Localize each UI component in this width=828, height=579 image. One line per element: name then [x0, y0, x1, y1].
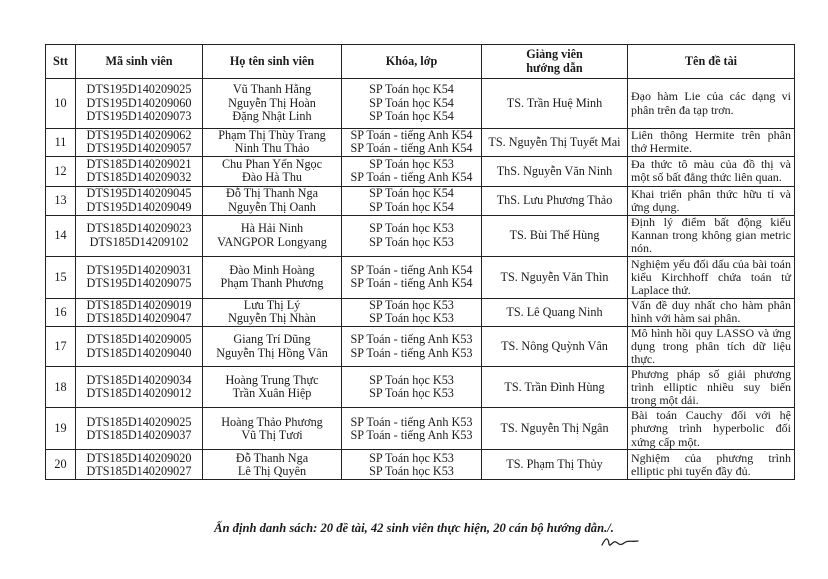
student-name: Đào Minh Hoàng [229, 262, 315, 277]
student-id: DTS185D14209102 [89, 234, 189, 249]
supervisor-cell: TS. Nguyễn Thị Tuyết Mai [482, 129, 628, 157]
student-class: SP Toán học K53 [369, 386, 454, 401]
row-stt: 18 [46, 367, 76, 408]
student-name: Lưu Thị Lý [243, 298, 301, 312]
student-id: DTS185D140209021 [86, 156, 192, 171]
supervisor-cell: TS. Trần Huệ Minh [482, 79, 628, 129]
student-name: Đặng Nhật Linh [232, 109, 312, 124]
class-cell [342, 326, 482, 367]
topic-cell: Phương pháp số giải phương trình elliptic nhiều suy biến trong một dải. [628, 367, 795, 408]
student-class: SP Toán học K53 [369, 156, 454, 171]
student-id: DTS195D140209045 [86, 186, 192, 201]
student-id: DTS185D140209037 [86, 427, 192, 442]
student-name: Trần Xuân Hiệp [232, 386, 312, 401]
topic-cell: Đa thức tô màu của đồ thị và một số bất đẳng thức liên quan. [628, 156, 795, 186]
student-name-cell [203, 367, 342, 408]
row-stt: 11 [46, 129, 76, 157]
student-class: SP Toán học K53 [369, 298, 454, 312]
class-cell [342, 215, 482, 256]
student-name-cell [203, 408, 342, 450]
topic-cell: Nghiệm yếu đối dấu của bài toán kiểu Kirchhoff chứa toán tử Laplace thứ. [628, 256, 795, 298]
student-id: DTS185D140209034 [86, 373, 192, 388]
row-stt: 17 [46, 326, 76, 367]
student-name-cell [203, 450, 342, 480]
student-class: SP Toán học K53 [369, 221, 454, 236]
row-stt: 19 [46, 408, 76, 450]
header-supervisor-line2: hướng dẫn [526, 60, 583, 75]
class-cell [342, 367, 482, 408]
student-class: SP Toán - tiếng Anh K54 [350, 141, 473, 156]
student-class: SP Toán - tiếng Anh K54 [350, 128, 473, 142]
topic-cell: Khai triển phân thức hữu tỉ và ứng dụng. [628, 186, 795, 215]
student-id: DTS185D140209020 [86, 450, 192, 465]
table-header-row [46, 45, 795, 79]
student-name: Phạm Thanh Phương [220, 276, 324, 291]
student-name: Vũ Thị Tươi [241, 427, 303, 442]
student-name: Đỗ Thị Thanh Nga [226, 186, 318, 201]
student-id-cell [76, 298, 203, 326]
row-stt: 15 [46, 256, 76, 298]
student-name-cell [203, 156, 342, 186]
topic-cell: Liên thông Hermite trên phân thớ Hermite. [628, 129, 795, 157]
header-topic: Tên đề tài [628, 45, 795, 79]
student-id: DTS195D140209025 [86, 82, 192, 97]
student-class: SP Toán học K54 [369, 82, 454, 97]
student-id: DTS185D140209040 [86, 345, 192, 360]
student-id-cell [76, 156, 203, 186]
student-name-cell [203, 298, 342, 326]
supervisor-cell: TS. Nguyễn Văn Thìn [482, 256, 628, 298]
table-row [46, 450, 795, 480]
student-name: Hà Hải Ninh [240, 221, 304, 236]
student-name: Hoàng Thảo Phương [221, 414, 323, 429]
student-id: DTS185D140209027 [86, 463, 192, 478]
student-class: SP Toán học K53 [369, 234, 454, 249]
student-id: DTS185D140209012 [86, 386, 192, 401]
student-id-cell [76, 450, 203, 480]
row-stt: 14 [46, 215, 76, 256]
row-stt: 13 [46, 186, 76, 215]
student-id: DTS195D140209049 [86, 199, 192, 214]
student-name: VANGPOR Longyang [217, 234, 327, 249]
student-name: Nguyễn Thị Nhàn [228, 311, 316, 326]
supervisor-cell: ThS. Nguyễn Văn Ninh [482, 156, 628, 186]
student-name-cell [203, 186, 342, 215]
student-id: DTS185D140209032 [86, 170, 192, 185]
student-id-cell [76, 256, 203, 298]
student-id-cell [76, 79, 203, 129]
table-row [46, 215, 795, 256]
student-class: SP Toán học K53 [369, 311, 454, 326]
student-id: DTS195D140209062 [86, 128, 192, 142]
table-row [46, 256, 795, 298]
student-class: SP Toán học K53 [369, 463, 454, 478]
student-id: DTS185D140209005 [86, 332, 192, 347]
student-name: Vũ Thanh Hằng [232, 82, 312, 97]
class-cell [342, 129, 482, 157]
student-name: Đỗ Thanh Nga [235, 450, 309, 465]
student-id: DTS185D140209019 [86, 298, 192, 312]
supervisor-cell: TS. Nguyễn Thị Ngân [482, 408, 628, 450]
student-name: Giang Trí Dũng [233, 332, 311, 347]
supervisor-cell: TS. Nông Quỳnh Vân [482, 326, 628, 367]
row-stt: 20 [46, 450, 76, 480]
header-class: Khóa, lớp [342, 45, 482, 79]
student-class: SP Toán - tiếng Anh K54 [350, 170, 473, 185]
header-student-id: Mã sinh viên [76, 45, 203, 79]
table-row [46, 367, 795, 408]
class-cell [342, 156, 482, 186]
student-class: SP Toán học K53 [369, 373, 454, 388]
topic-cell: Mô hình hồi quy LASSO và ứng dụng trong phân tích dữ liệu thực. [628, 326, 795, 367]
student-class: SP Toán học K54 [369, 199, 454, 214]
class-cell [342, 256, 482, 298]
student-id-cell [76, 367, 203, 408]
student-name: Nguyễn Thị Hoàn [228, 95, 316, 110]
table-row [46, 408, 795, 450]
class-cell [342, 186, 482, 215]
header-supervisor [482, 45, 628, 79]
student-name-cell [203, 256, 342, 298]
class-cell [342, 298, 482, 326]
table-row [46, 129, 795, 157]
student-name: Lê Thị Quyên [237, 463, 307, 478]
student-id-cell [76, 215, 203, 256]
thesis-topics-table [45, 44, 795, 480]
topic-cell: Đạo hàm Lie của các dạng vi phân trên đa tạp trơn. [628, 79, 795, 129]
topic-cell: Vấn đề duy nhất cho hàm phân hình với hàm sai phân. [628, 298, 795, 326]
student-id: DTS185D140209047 [86, 311, 192, 326]
supervisor-cell: TS. Phạm Thị Thủy [482, 450, 628, 480]
student-id: DTS195D140209057 [86, 141, 192, 156]
class-cell [342, 408, 482, 450]
header-stt: Stt [46, 45, 76, 79]
class-cell [342, 450, 482, 480]
student-name: Ninh Thu Thảo [234, 141, 310, 156]
student-name: Đào Hà Thu [241, 170, 303, 185]
student-class: SP Toán - tiếng Anh K53 [350, 345, 473, 360]
row-stt: 10 [46, 79, 76, 129]
student-id: DTS185D140209025 [86, 414, 192, 429]
student-class: SP Toán học K54 [369, 109, 454, 124]
student-name-cell [203, 326, 342, 367]
student-class: SP Toán - tiếng Anh K54 [350, 276, 473, 291]
header-supervisor-line1: Giảng viên [526, 47, 583, 62]
topic-cell: Bài toán Cauchy đối với hệ phương trình hyperbolic đối xứng cấp một. [628, 408, 795, 450]
student-id: DTS185D140209023 [86, 221, 192, 236]
table-body [46, 79, 795, 480]
student-name: Chu Phan Yến Ngọc [221, 156, 323, 171]
supervisor-cell: ThS. Lưu Phương Thảo [482, 186, 628, 215]
student-name: Hoàng Trung Thực [225, 373, 319, 388]
student-class: SP Toán học K54 [369, 95, 454, 110]
student-id-cell [76, 326, 203, 367]
table-row [46, 156, 795, 186]
student-name-cell [203, 215, 342, 256]
table-row [46, 186, 795, 215]
class-cell [342, 79, 482, 129]
student-name: Nguyễn Thị Oanh [228, 199, 316, 214]
student-class: SP Toán - tiếng Anh K53 [350, 427, 473, 442]
student-name: Nguyễn Thị Hồng Vân [216, 345, 328, 360]
summary-note: Ấn định danh sách: 20 đề tài, 42 sinh viên thực hiện, 20 cán bộ hướng dẫn./. [214, 521, 614, 535]
student-id-cell [76, 129, 203, 157]
student-id: DTS195D140209031 [86, 262, 192, 277]
student-id: DTS195D140209073 [86, 109, 192, 124]
student-name-cell [203, 129, 342, 157]
student-id-cell [76, 408, 203, 450]
student-name-cell [203, 79, 342, 129]
supervisor-cell: TS. Bùi Thế Hùng [482, 215, 628, 256]
student-class: SP Toán - tiếng Anh K53 [350, 332, 473, 347]
row-stt: 16 [46, 298, 76, 326]
student-id: DTS195D140209060 [86, 95, 192, 110]
initials-signature [600, 534, 640, 550]
supervisor-cell: TS. Lê Quang Ninh [482, 298, 628, 326]
supervisor-cell: TS. Trần Đình Hùng [482, 367, 628, 408]
topic-cell: Nghiệm của phương trình elliptic phi tuyến đầy đủ. [628, 450, 795, 480]
student-class: SP Toán học K54 [369, 186, 454, 201]
student-name: Phạm Thị Thùy Trang [218, 128, 326, 142]
table-row [46, 79, 795, 129]
student-id-cell [76, 186, 203, 215]
student-id: DTS195D140209075 [86, 276, 192, 291]
header-student-name: Họ tên sinh viên [203, 45, 342, 79]
table-row [46, 326, 795, 367]
student-class: SP Toán học K53 [369, 450, 454, 465]
topic-cell: Định lý điểm bất động kiểu Kannan trong không gian metric nón. [628, 215, 795, 256]
student-class: SP Toán - tiếng Anh K53 [350, 414, 473, 429]
student-class: SP Toán - tiếng Anh K54 [350, 262, 473, 277]
table-row [46, 298, 795, 326]
row-stt: 12 [46, 156, 76, 186]
